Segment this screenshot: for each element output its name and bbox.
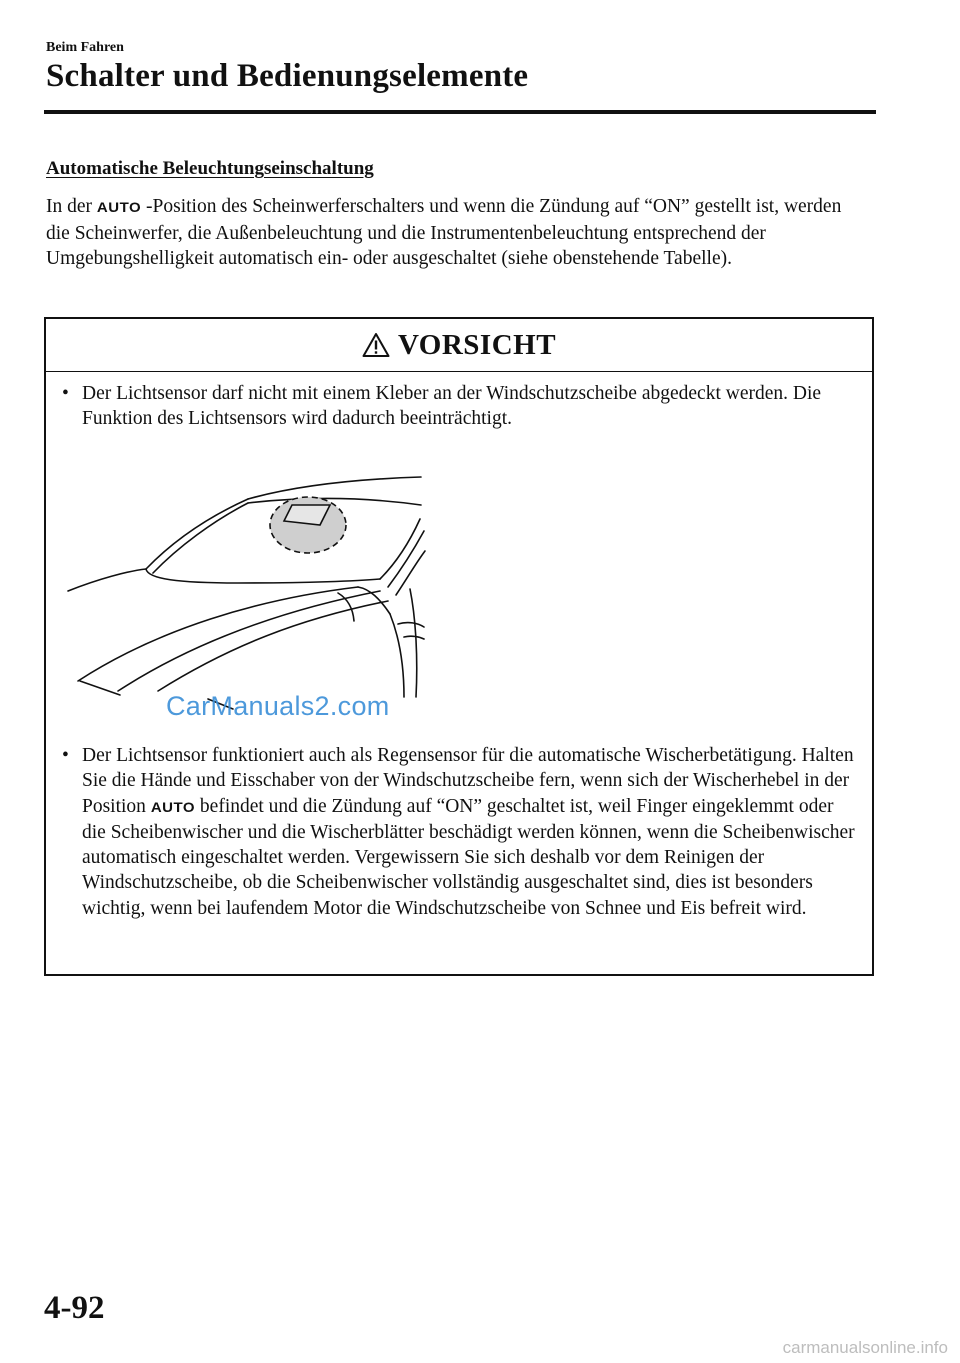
footer-source-watermark: carmanualsonline.info <box>782 1338 948 1357</box>
windshield-light-sensor-illustration <box>58 469 428 724</box>
page-number: 4-92 <box>44 1290 105 1326</box>
page-title: Schalter und Bedienungselemente <box>46 58 529 94</box>
bullet-text-rest: befindet und die Zündung auf “ON” geschaltet ist, weil Finger eingeklemmt oder die Scheibenwischer und die Wischerblätter beschädigt werden können, wenn die Scheibenwischer automatisch eingeschaltet werden. Vergewissern Sie sich deshalb vor dem Reinigen der Windschutzscheibe, ob die Scheibenwischer vollständig ausgeschaltet sind, dies ist besonders wichtig, wenn bei laufendem Motor die Windschutzscheibe von Schnee und Eis befreit wird. <box>82 795 855 919</box>
intro-text: -Position des Scheinwerferschalters und wenn die Zündung auf “ON” gestellt ist, werden die Scheinwerfer, die Außenbeleuchtung und die Instrumentenbeleuchtung entsprechend der Umgebungshelligkeit automatisch ein- oder ausgeschaltet (siehe obenstehende Tabelle). <box>46 196 842 269</box>
caution-bullet-1 <box>62 381 862 432</box>
caution-header <box>46 319 872 372</box>
bullet-text <box>62 743 862 921</box>
chapter-label: Beim Fahren <box>46 40 124 55</box>
bullet-text: Der Lichtsensor darf nicht mit einem Kleber an der Windschutzscheibe abgedeckt werden. Die Funktion des Lichtsensors wird dadurch beeinträchtigt. <box>82 383 822 430</box>
bullet-text-prefix: Der Lichtsensor funktioniert auch als Regensensor für die automatische Wischerbetätigung. Halten Sie die Hände und Eisschaber von der Windschutzscheibe fern, wenn sich der Wischerhebel in der Position <box>82 745 854 817</box>
caution-bullet-2 <box>62 743 862 921</box>
warning-triangle-icon <box>362 332 390 358</box>
bullet-dot: • <box>62 383 69 404</box>
intro-prefix: In der <box>46 196 93 217</box>
caution-box <box>44 317 874 976</box>
header-divider <box>44 110 876 114</box>
auto-symbol-icon: AUTO <box>96 199 142 216</box>
section-heading: Automatische Beleuchtungseinschaltung <box>46 158 374 179</box>
watermark-text: CarManuals2.com <box>166 691 390 721</box>
bullet-dot: • <box>62 745 69 766</box>
auto-symbol-icon: AUTO <box>150 799 196 816</box>
caution-title: VORSICHT <box>397 328 557 361</box>
intro-paragraph <box>46 194 866 272</box>
